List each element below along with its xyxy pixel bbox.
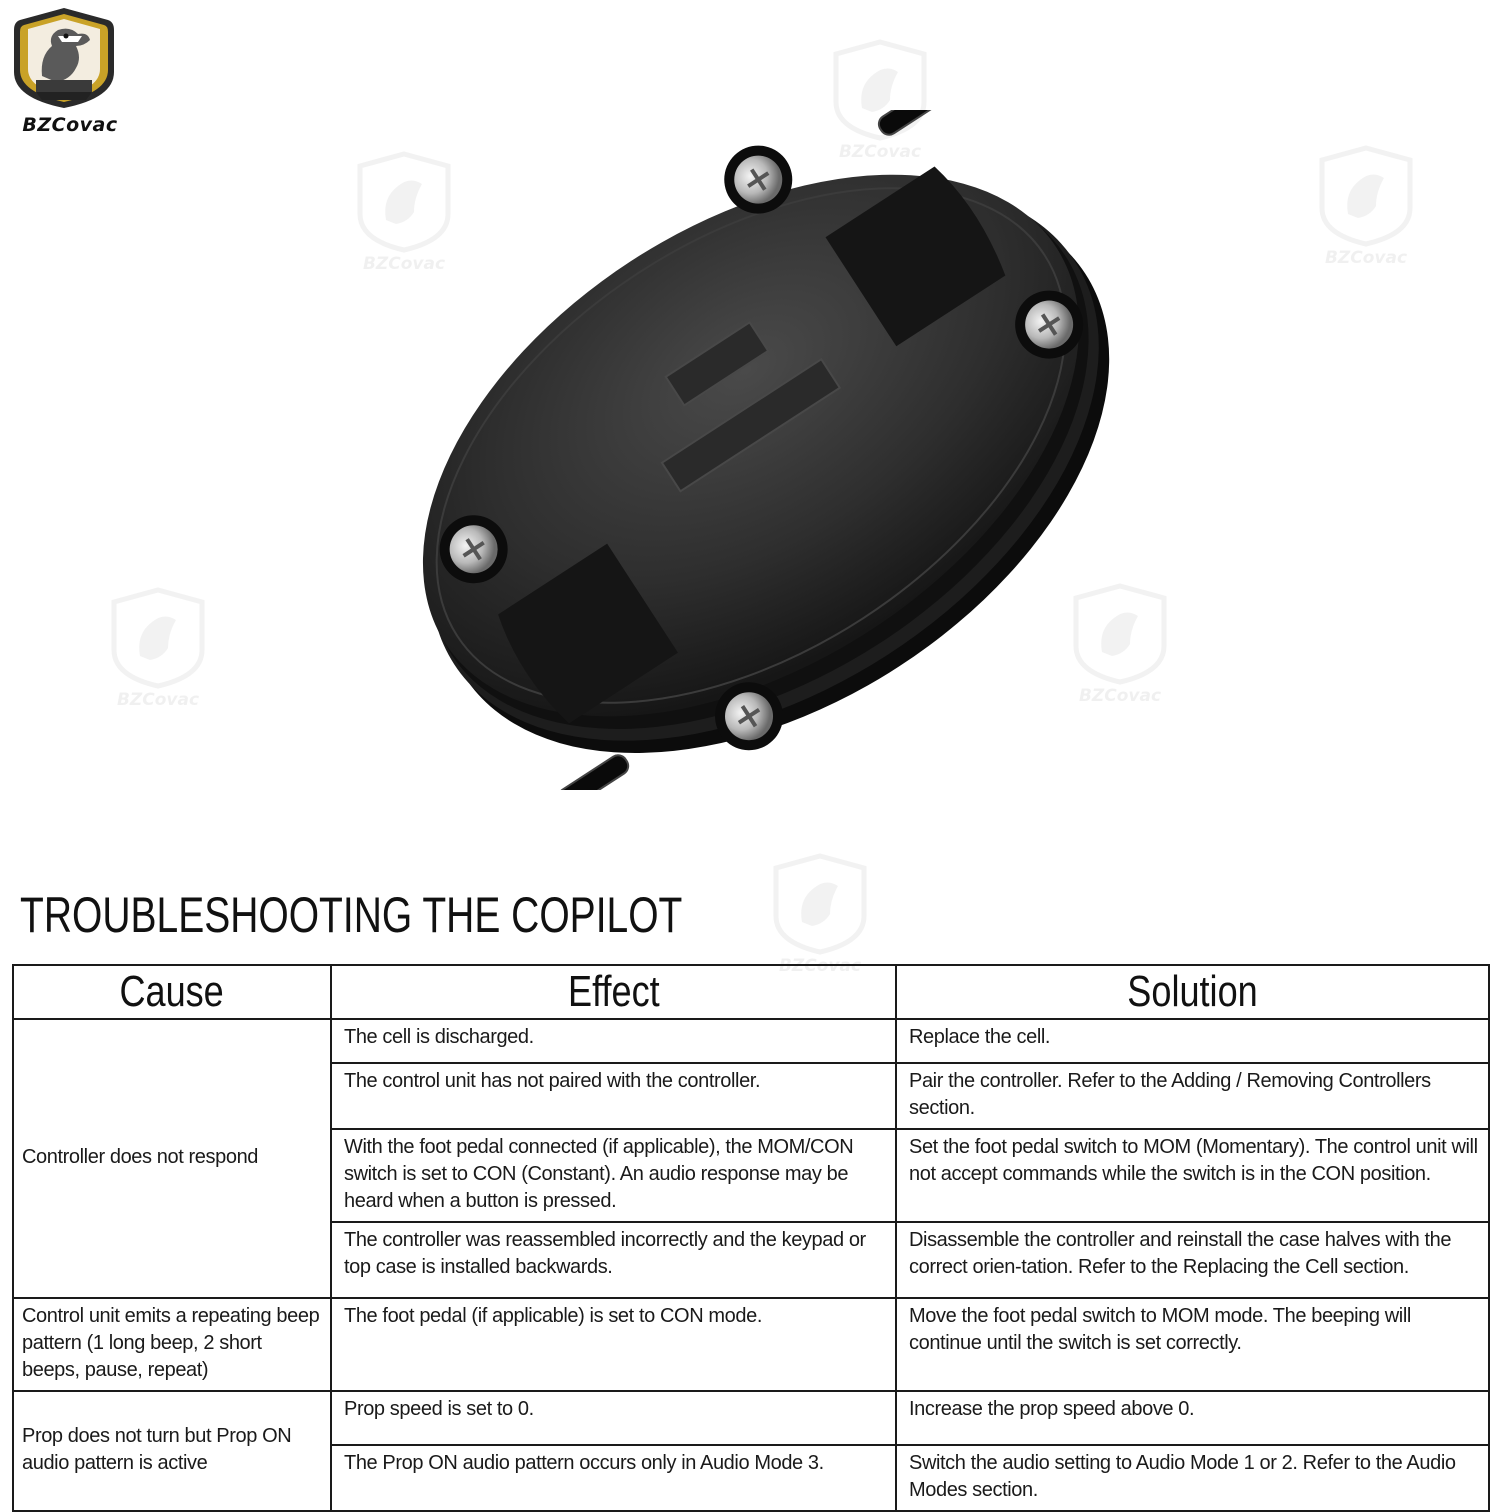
watermark-badge-icon [98, 586, 218, 690]
troubleshooting-table [12, 964, 1490, 1512]
effect-cell: With the foot pedal connected (if applicable), the MOM/CON switch is set to CON (Constant). An audio response may be heard when a button is pressed. [331, 1129, 896, 1222]
effect-cell: The foot pedal (if applicable) is set to CON mode. [331, 1298, 896, 1391]
watermark: BZCovac [1306, 144, 1426, 274]
effect-cell: The control unit has not paired with the controller. [331, 1063, 896, 1129]
table-row [13, 1019, 1489, 1063]
solution-cell: Increase the prop speed above 0. [896, 1391, 1489, 1445]
watermark: BZCovac [820, 38, 940, 168]
table-row [13, 1298, 1489, 1391]
cause-cell: Prop does not turn but Prop ON audio pattern is active [13, 1391, 331, 1511]
page-title: TROUBLESHOOTING THE COPILOT [20, 887, 683, 943]
dinosaur-badge-icon [12, 6, 116, 110]
column-header-cause: Cause [13, 965, 331, 1019]
table-header-row [13, 965, 1489, 1019]
product-photo [370, 110, 1140, 790]
solution-cell: Replace the cell. [896, 1019, 1489, 1063]
solution-cell: Disassemble the controller and reinstall the case halves with the correct orien-tation. Refer to the Replacing the Cell section. [896, 1222, 1489, 1298]
brand-logo [8, 6, 124, 136]
effect-cell: Prop speed is set to 0. [331, 1391, 896, 1445]
table-row [13, 1391, 1489, 1445]
solution-cell: Set the foot pedal switch to MOM (Momentary). The control unit will not accept commands while the switch is in the CON position. [896, 1129, 1489, 1222]
column-header-solution: Solution [896, 965, 1489, 1019]
brand-name: BZCovac [22, 114, 118, 136]
cause-cell: Control unit emits a repeating beep pattern (1 long beep, 2 short beeps, pause, repeat) [13, 1298, 331, 1391]
watermark-badge-icon [1306, 144, 1426, 248]
effect-cell: The controller was reassembled incorrectly and the keypad or top case is installed backwards. [331, 1222, 896, 1298]
watermark: BZCovac [98, 586, 218, 716]
effect-cell: The Prop ON audio pattern occurs only in Audio Mode 3. [331, 1445, 896, 1511]
column-header-effect: Effect [331, 965, 896, 1019]
effect-cell: The cell is discharged. [331, 1019, 896, 1063]
watermark: BZCovac [344, 150, 464, 280]
watermark: BZCovac [760, 852, 880, 982]
watermark: BZCovac [1060, 582, 1180, 712]
solution-cell: Move the foot pedal switch to MOM mode. The beeping will continue until the switch is set correctly. [896, 1298, 1489, 1391]
watermark-badge-icon [760, 852, 880, 956]
cause-cell: Controller does not respond [13, 1019, 331, 1298]
solution-cell: Pair the controller. Refer to the Adding / Removing Controllers section. [896, 1063, 1489, 1129]
solution-cell: Switch the audio setting to Audio Mode 1 or 2. Refer to the Audio Modes section. [896, 1445, 1489, 1511]
